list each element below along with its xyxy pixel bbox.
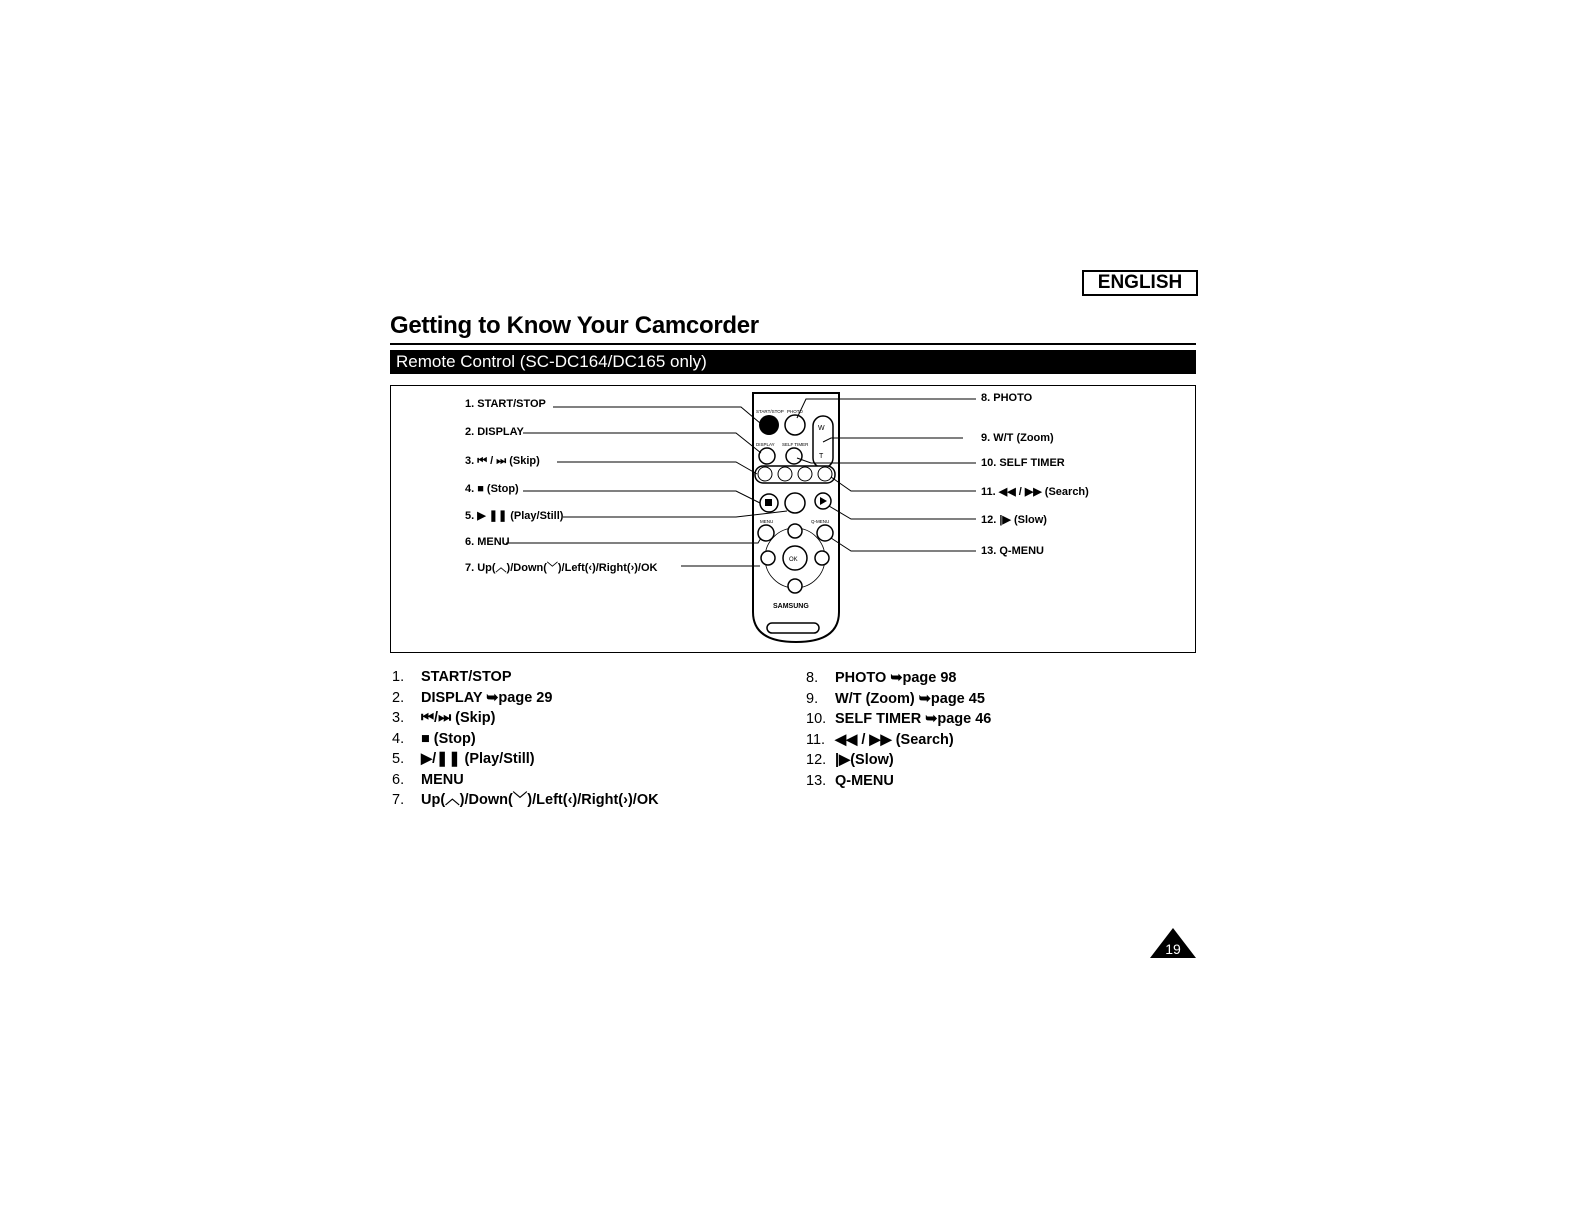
list-item: 9. W/T (Zoom) ➥page 45 [806,690,985,707]
button-list-right [806,668,991,791]
list-item: 12. |▶(Slow) [806,752,894,768]
svg-text:START/STOP: START/STOP [756,409,784,414]
callout-photo: 8. PHOTO [981,392,1033,404]
list-item: 8. PHOTO ➥page 98 [806,670,957,686]
list-item: 13. Q-MENU [806,772,894,789]
callout-display: 2. DISPLAY [465,426,524,438]
remote-control-diagram [390,385,1196,653]
callout-slow: 12. |▶ (Slow) [981,514,1047,526]
callout-search: 11. ◀◀ / ▶▶ (Search) [981,486,1089,498]
callout-skip: 3. ⏮ / ⏭ (Skip) [465,455,540,467]
svg-text:SAMSUNG: SAMSUNG [773,603,809,610]
svg-text:SELF TIMER: SELF TIMER [782,442,809,447]
button-list-left [392,667,659,811]
svg-text:OK: OK [789,557,798,563]
list-item: 3. ⏮/⏭ (Skip) [392,710,496,726]
language-badge: ENGLISH [1082,270,1198,296]
list-item: 5. ▶/❚❚ (Play/Still) [392,751,535,767]
list-item: 10. SELF TIMER ➥page 46 [806,711,992,727]
callout-start-stop: 1. START/STOP [465,398,546,410]
callout-menu: 6. MENU [465,536,510,548]
list-item: 4. ■ (Stop) [392,730,476,747]
svg-text:PHOTO: PHOTO [787,409,803,414]
svg-text:Q-MENU: Q-MENU [811,519,830,524]
list-item: 11. ◀◀ / ▶▶ (Search) [806,731,954,748]
svg-text:MENU: MENU [760,519,774,524]
list-item: 7. Up(︿)/Down(﹀)/Left(‹)/Right(›)/OK [392,792,659,808]
callout-zoom: 9. W/T (Zoom) [981,432,1054,444]
page-title: Getting to Know Your Camcorder [390,312,759,339]
title-divider [390,343,1196,345]
list-item: 1. START/STOP [392,669,512,685]
svg-text:W: W [818,425,825,432]
list-item: 6. MENU [392,771,464,788]
section-title: Remote Control (SC-DC164/DC165 only) [390,350,1196,374]
callout-play-still: 5. ▶ ❚❚ (Play/Still) [465,510,564,522]
svg-text:T: T [819,453,824,460]
callout-navigation: 7. Up(︿)/Down(﹀)/Left(‹)/Right(›)/OK [465,562,658,574]
page-number: 19 [1165,941,1181,957]
callout-q-menu: 13. Q-MENU [981,545,1044,557]
svg-text:DISPLAY: DISPLAY [756,442,775,447]
callout-self-timer: 10. SELF TIMER [981,457,1065,469]
list-item: 2. DISPLAY ➥page 29 [392,689,553,706]
callout-stop: 4. ■ (Stop) [465,483,519,495]
